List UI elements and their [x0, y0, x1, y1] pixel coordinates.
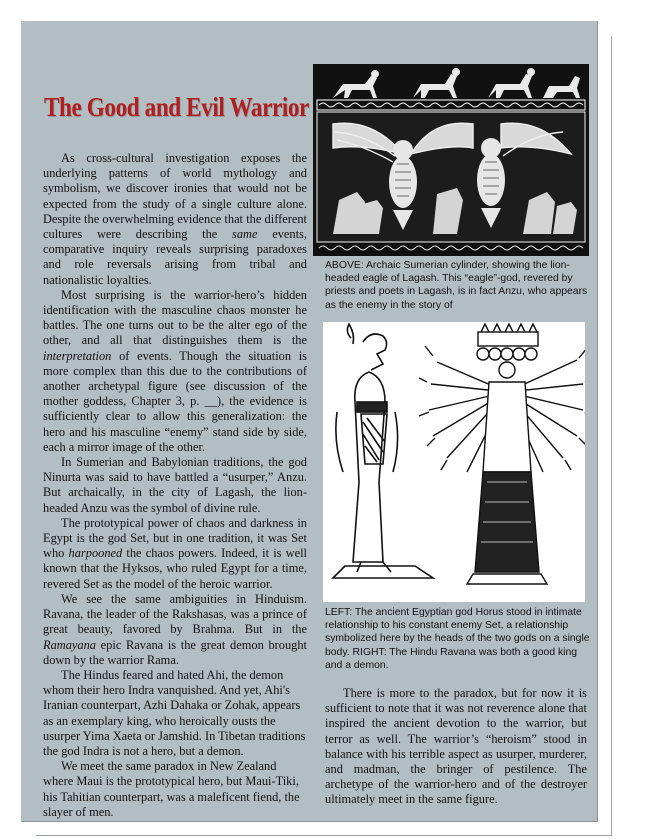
paragraph-2: Most surprising is the warrior-hero’s hidden identification with the masculine chaos monster he battles. The one turns out to be the alter ego of the other, and all that distinguishes them is the interpretation of events. Though the situation is more complex than this due to the contributions of another archetypal figure (see discussion of the mother goddess, Chapter 3, p. __), the evidence is sufficiently clear to allow this generalization: the hero and his masculine “enemy” stand side by side, each a mirror image of the other.: [43, 287, 307, 454]
sumerian-cylinder-image: [313, 64, 589, 256]
frame-line-right: [611, 36, 612, 836]
caption-left-text: The ancient Egyptian god Horus stood in intimate relationship to his constant enemy Set, a relationship symbolized here by the heads of the two gods on a single body.: [325, 607, 590, 658]
paragraph-4: The prototypical power of chaos and darkness in Egypt is the god Set, but in one tradition, it was Set who harpooned the chaos powers. Indeed, it is well known that the Hyksos, who ruled Egypt for a time, revered Set as the model of the heroic warrior.: [43, 515, 308, 591]
caption-right-label: RIGHT:: [352, 646, 387, 658]
paragraph-6: The Hindus feared and hated Ahi, the demon whom their hero Indra vanquished. And yet, Ahi's Iranian counterpart, Azhi Dahaka or Zohak, appears as an exemplary king, who heroically ousts the usurper Yima Xaeta or Jamshid. In Tibetan traditions the god Indra is not a hero, but a demon.: [43, 667, 306, 758]
right-column: [325, 686, 587, 808]
frame-line-bottom: [36, 835, 612, 836]
paragraph-7: We meet the same paradox in New Zealand where Maui is the prototypical hero, but Maui-Tiki, his Tahitian counterpart, was a maleficent fiend, the slayer of men.: [43, 759, 300, 819]
paragraph-3: In Sumerian and Babylonian traditions, the god Ninurta was said to have battled a “usurper,” Anzu. But archaically, in the city of Lagash, the lion-headed Anzu was the symbol of divine rule.: [43, 455, 307, 515]
caption-right-text: The Hindu Ravana was both a good king and a demon.: [325, 646, 578, 671]
article-title: The Good and Evil Warrior: [44, 92, 309, 122]
paragraph-5: We see the same ambiguities in Hinduism. Ravana, the leader of the Rakshasas, was a prince of great beauty, favored by Brahma. But in the Ramayana epic Ravana is the great demon brought down by the warrior Rama.: [43, 591, 307, 667]
caption-gods: [325, 606, 590, 672]
caption-sumerian: ABOVE: Archaic Sumerian cylinder, showing the lion-headed eagle of Lagash. This “eagle”-god, revered by priests and poets in Lagash, is in fact Anzu, who appears as the enemy in the story of: [325, 260, 588, 311]
horus-ravana-image: [323, 322, 585, 602]
paragraph-1: As cross-cultural investigation exposes the underlying patterns of world mythology and symbolism, we discover ironies that would not be expected from the study of a single culture alone. Despite the overwhelming evidence that the different cultures were describing the same events, comparative inquiry reveals surprising paradoxes and role reversals arising from tribal and nationalistic loyalties.: [43, 151, 307, 287]
left-column: [43, 151, 307, 820]
caption-left-label: LEFT:: [325, 607, 353, 618]
paragraph-8: There is more to the paradox, but for now it is sufficient to note that it was not reverence alone that inspired the ancient devotion to the warrior, but terror as well. The warrior’s “heroism” stood in balance with his terrible aspect as usurper, murderer, and madman, the bringer of pestilence. The archetype of the warrior-hero and of the destroyer ultimately meet in the same figure.: [325, 686, 587, 807]
